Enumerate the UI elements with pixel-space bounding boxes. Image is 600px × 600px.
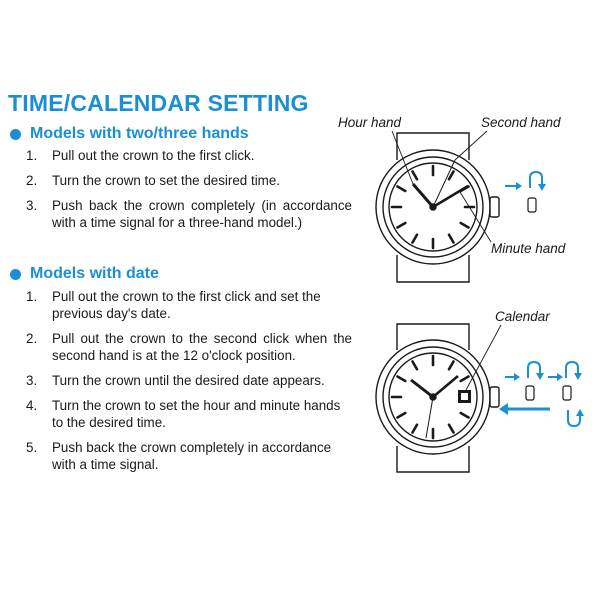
second-hand-label: Second hand [481, 115, 561, 130]
watch-three-hands-icon [376, 131, 499, 282]
step-number: 2. [26, 331, 38, 346]
step-text: Push back the crown completely (in accordance with a time signal for a three-hand model.) [52, 198, 352, 230]
calendar-label: Calendar [495, 309, 550, 324]
step-text: Pull out the crown to the first click and set the previous day's date. [52, 289, 321, 321]
step-text: Push back the crown completely in accordance with a time signal. [52, 440, 332, 472]
step-number: 1. [26, 148, 38, 163]
hour-hand-label: Hour hand [338, 115, 402, 130]
step-number: 4. [26, 398, 38, 413]
watch-date-icon [376, 324, 501, 472]
minute-hand-label: Minute hand [491, 241, 566, 256]
step-text: Turn the crown to set the desired time. [52, 173, 280, 188]
section-heading-text: Models with two/three hands [30, 125, 249, 142]
step-number: 3. [26, 198, 38, 213]
step-number: 3. [26, 373, 38, 388]
step-number: 1. [26, 289, 38, 304]
page-title: TIME/CALENDAR SETTING [8, 90, 309, 116]
crown-two-click-arrow-icon [499, 362, 584, 426]
step-text: Turn the crown to set the hour and minute hands to the desired time. [52, 398, 341, 430]
step-text: Pull out the crown to the second click when the second hand is at the 12 o'clock position. [52, 331, 352, 363]
step-text: Pull out the crown to the first click. [52, 148, 255, 163]
crown-pull-arrow-icon [505, 172, 546, 212]
section-heading-text: Models with date [30, 265, 159, 282]
step-number: 2. [26, 173, 38, 188]
step-text: Turn the crown until the desired date appears. [52, 373, 325, 388]
step-number: 5. [26, 440, 38, 455]
